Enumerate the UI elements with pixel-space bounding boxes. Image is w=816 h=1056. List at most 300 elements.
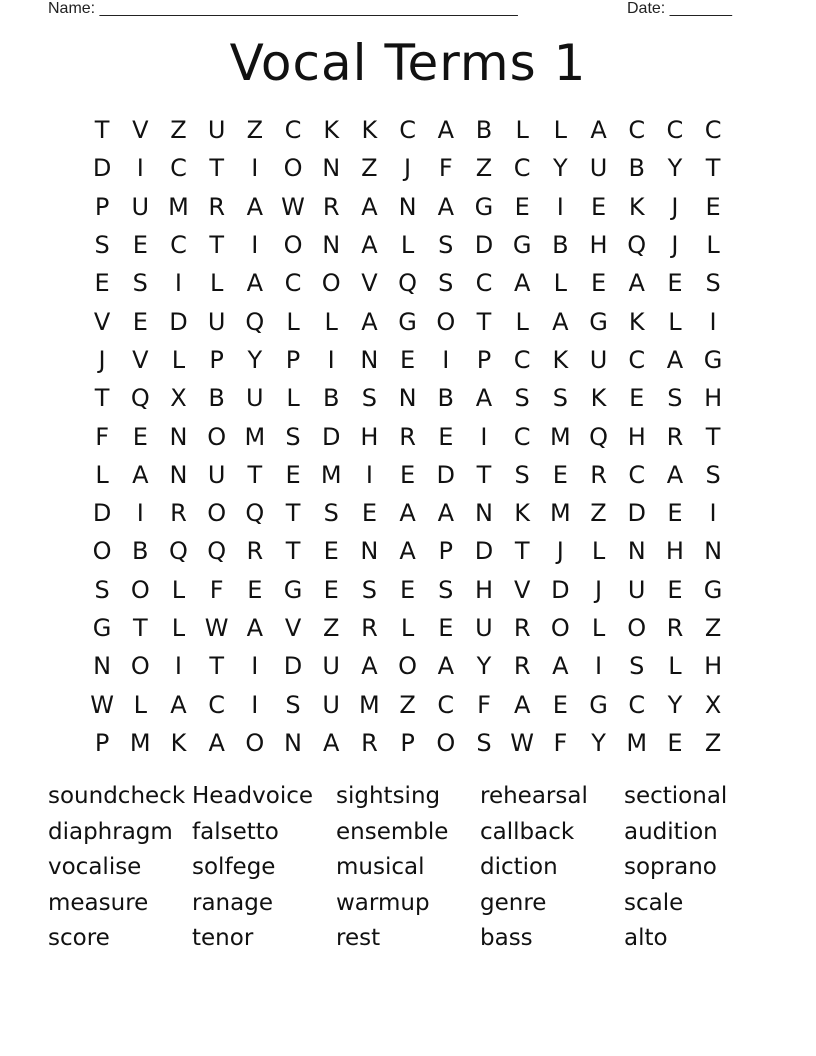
grid-letter[interactable]: F (438, 154, 453, 183)
grid-letter[interactable]: T (132, 614, 148, 642)
grid-letter[interactable]: K (323, 116, 340, 145)
grid-letter[interactable]: G (512, 231, 532, 260)
word-search-grid (83, 111, 731, 762)
grid-letter[interactable]: N (398, 384, 417, 413)
grid-letter[interactable]: C (475, 269, 493, 298)
grid-letter[interactable]: F (553, 728, 568, 757)
grid-letter[interactable]: E (590, 192, 607, 221)
grid-letter[interactable]: T (705, 154, 721, 183)
grid-letter[interactable]: O (283, 231, 303, 260)
grid-letter[interactable]: M (626, 728, 648, 757)
grid-letter[interactable]: Y (476, 652, 492, 681)
grid-letter[interactable]: N (322, 154, 341, 183)
grid-letter[interactable]: I (251, 690, 259, 719)
grid-letter[interactable]: O (627, 614, 647, 642)
grid-letter[interactable]: C (628, 690, 646, 719)
grid-letter[interactable]: R (208, 192, 225, 221)
grid-letter[interactable]: E (667, 728, 683, 757)
grid-letter[interactable]: L (706, 231, 720, 260)
grid-letter[interactable]: E (323, 537, 339, 566)
grid-letter[interactable]: E (514, 192, 530, 221)
grid-letter[interactable]: A (361, 652, 378, 681)
grid-letter[interactable]: A (552, 307, 569, 336)
grid-letter[interactable]: N (704, 537, 723, 566)
grid-letter[interactable]: L (171, 575, 186, 604)
grid-letter[interactable]: N (627, 537, 646, 566)
grid-letter[interactable]: U (475, 614, 493, 642)
grid-letter[interactable]: O (436, 307, 456, 336)
grid-letter[interactable]: L (515, 116, 529, 145)
grid-letter[interactable]: H (627, 422, 646, 451)
grid-letter[interactable]: I (251, 231, 259, 260)
grid-letter[interactable]: K (361, 116, 378, 145)
grid-letter[interactable]: Z (361, 154, 378, 183)
grid-letter[interactable]: J (594, 575, 603, 604)
grid-letter[interactable]: L (133, 690, 147, 719)
grid-letter[interactable]: S (438, 231, 454, 260)
grid-letter[interactable]: D (92, 154, 112, 183)
grid-letter[interactable]: F (477, 690, 491, 719)
grid-letter[interactable]: E (400, 460, 416, 489)
grid-letter[interactable]: U (246, 384, 264, 413)
grid-letter[interactable]: R (666, 422, 684, 451)
grid-letter[interactable]: L (209, 269, 224, 298)
grid-letter[interactable]: O (550, 614, 570, 642)
grid-letter[interactable]: G (589, 307, 608, 336)
grid-letter[interactable]: E (629, 384, 645, 413)
grid-letter[interactable]: F (209, 575, 224, 604)
grid-letter[interactable]: G (92, 614, 112, 642)
grid-letter[interactable]: O (92, 537, 112, 566)
grid-letter[interactable]: E (323, 575, 339, 604)
grid-letter[interactable]: I (442, 345, 450, 374)
grid-letter[interactable]: Y (667, 690, 683, 719)
grid-letter[interactable]: B (552, 231, 569, 260)
grid-letter[interactable]: O (130, 575, 150, 604)
word-list-item: Headvoice (192, 783, 314, 809)
grid-letter[interactable]: B (628, 154, 645, 183)
grid-letter[interactable]: H (589, 231, 608, 260)
grid-letter[interactable]: S (552, 384, 568, 413)
grid-letter[interactable]: J (671, 192, 679, 221)
grid-letter[interactable]: S (361, 384, 378, 413)
grid-letter[interactable]: H (704, 652, 723, 681)
word-list-item: score (48, 925, 110, 951)
grid-letter[interactable]: L (400, 614, 415, 642)
grid-letter[interactable]: N (360, 345, 379, 374)
grid-letter[interactable]: S (629, 652, 645, 681)
grid-letter[interactable]: Q (627, 231, 647, 260)
grid-letter[interactable]: O (398, 652, 418, 681)
grid-letter[interactable]: O (283, 154, 303, 183)
grid-letter[interactable]: P (285, 345, 301, 374)
grid-letter[interactable]: Y (553, 154, 568, 183)
grid-letter[interactable]: I (136, 499, 144, 528)
grid-letter[interactable]: S (667, 384, 683, 413)
date-field-label[interactable]: Date: _______ (627, 0, 732, 17)
grid-letter[interactable]: I (136, 154, 144, 183)
grid-letter[interactable]: D (474, 231, 494, 260)
grid-letter[interactable]: I (174, 269, 182, 298)
grid-letter[interactable]: J (556, 537, 564, 566)
grid-letter[interactable]: L (171, 345, 186, 374)
grid-letter[interactable]: S (705, 269, 721, 298)
grid-letter[interactable]: L (553, 116, 568, 145)
grid-letter[interactable]: C (284, 116, 302, 145)
grid-letter[interactable]: I (556, 192, 564, 221)
grid-letter[interactable]: C (666, 116, 684, 145)
grid-letter[interactable]: T (476, 460, 492, 489)
grid-letter[interactable]: C (628, 460, 646, 489)
grid-letter[interactable]: E (552, 690, 568, 719)
grid-letter[interactable]: M (129, 728, 151, 757)
grid-letter[interactable]: N (474, 499, 493, 528)
name-field-label[interactable]: Name: _______________________________________________ (48, 0, 518, 17)
grid-letter[interactable]: A (246, 192, 264, 221)
grid-letter[interactable]: R (590, 460, 607, 489)
grid-letter[interactable]: T (247, 460, 263, 489)
grid-letter[interactable]: S (285, 690, 301, 719)
grid-letter[interactable]: O (436, 728, 456, 757)
grid-letter[interactable]: O (130, 652, 150, 681)
grid-letter[interactable]: K (170, 728, 187, 757)
grid-letter[interactable]: E (132, 231, 148, 260)
grid-letter[interactable]: N (169, 460, 188, 489)
grid-letter[interactable]: A (437, 192, 454, 221)
grid-letter[interactable]: A (552, 652, 569, 681)
grid-letter[interactable]: T (94, 116, 110, 145)
grid-letter[interactable]: V (132, 345, 149, 374)
grid-letter[interactable]: C (437, 690, 455, 719)
grid-letter[interactable]: S (438, 575, 454, 604)
grid-letter[interactable]: O (207, 422, 227, 451)
grid-letter[interactable]: A (437, 499, 454, 528)
grid-letter[interactable]: S (438, 269, 454, 298)
grid-letter[interactable]: V (361, 269, 378, 298)
grid-letter[interactable]: G (283, 575, 303, 604)
grid-letter[interactable]: K (552, 345, 569, 374)
grid-letter[interactable]: C (513, 345, 531, 374)
grid-letter[interactable]: N (360, 537, 379, 566)
grid-letter[interactable]: E (247, 575, 263, 604)
grid-letter[interactable]: B (132, 537, 149, 566)
grid-letter[interactable]: G (589, 690, 608, 719)
grid-letter[interactable]: D (436, 460, 456, 489)
grid-letter[interactable]: A (399, 537, 416, 566)
grid-letter[interactable]: V (132, 116, 149, 145)
grid-letter[interactable]: U (322, 652, 340, 681)
grid-letter[interactable]: Y (591, 728, 606, 757)
grid-letter[interactable]: P (476, 345, 492, 374)
grid-letter[interactable]: L (553, 269, 568, 298)
grid-letter[interactable]: S (705, 460, 721, 489)
grid-letter[interactable]: K (628, 192, 645, 221)
grid-letter[interactable]: E (132, 307, 148, 336)
grid-letter[interactable]: I (709, 307, 717, 336)
grid-letter[interactable]: A (475, 384, 493, 413)
grid-letter[interactable]: R (322, 192, 340, 221)
grid-letter[interactable]: P (209, 345, 224, 374)
grid-letter[interactable]: E (438, 614, 454, 642)
grid-letter[interactable]: I (709, 499, 717, 528)
grid-letter[interactable]: A (361, 192, 378, 221)
grid-letter[interactable]: Q (130, 384, 150, 413)
grid-letter[interactable]: C (170, 154, 187, 183)
grid-letter[interactable]: R (170, 499, 187, 528)
grid-letter[interactable]: E (590, 269, 607, 298)
grid-letter[interactable]: A (437, 652, 454, 681)
grid-letter[interactable]: T (285, 537, 301, 566)
grid-letter[interactable]: M (549, 499, 571, 528)
grid-letter[interactable]: E (552, 460, 568, 489)
grid-letter[interactable]: A (666, 345, 684, 374)
grid-letter[interactable]: N (169, 422, 188, 451)
grid-letter[interactable]: Z (399, 690, 416, 719)
grid-letter[interactable]: K (590, 384, 607, 413)
grid-letter[interactable]: G (474, 192, 494, 221)
grid-letter[interactable]: C (170, 231, 187, 260)
grid-letter[interactable]: L (668, 307, 682, 336)
grid-letter[interactable]: R (513, 614, 531, 642)
grid-letter[interactable]: U (131, 192, 150, 221)
grid-letter[interactable]: J (98, 345, 106, 374)
grid-letter[interactable]: A (246, 269, 264, 298)
grid-letter[interactable]: Q (169, 537, 188, 566)
grid-letter[interactable]: Z (590, 499, 607, 528)
grid-letter[interactable]: C (513, 422, 531, 451)
word-list-item: sectional (624, 783, 728, 809)
grid-letter[interactable]: M (359, 690, 380, 719)
grid-letter[interactable]: A (361, 231, 378, 260)
grid-letter[interactable]: V (284, 614, 302, 642)
grid-letter[interactable]: E (667, 499, 683, 528)
grid-letter[interactable]: Q (398, 269, 418, 298)
grid-letter[interactable]: R (361, 728, 378, 757)
grid-letter[interactable]: W (90, 690, 114, 719)
grid-letter[interactable]: I (174, 652, 182, 681)
grid-letter[interactable]: S (514, 460, 530, 489)
grid-letter[interactable]: R (246, 537, 264, 566)
grid-letter[interactable]: U (589, 154, 608, 183)
grid-letter[interactable]: Z (322, 614, 340, 642)
grid-letter[interactable]: E (361, 499, 377, 528)
grid-letter[interactable]: C (628, 345, 646, 374)
grid-letter[interactable]: A (323, 728, 340, 757)
grid-letter[interactable]: L (286, 307, 300, 336)
grid-letter[interactable]: T (209, 652, 224, 681)
grid-letter[interactable]: T (476, 307, 492, 336)
grid-letter[interactable]: E (667, 269, 683, 298)
grid-letter[interactable]: A (628, 269, 645, 298)
grid-letter[interactable]: A (590, 116, 607, 145)
grid-letter[interactable]: S (476, 728, 492, 757)
grid-letter[interactable]: T (285, 499, 301, 528)
grid-letter[interactable]: Q (589, 422, 608, 451)
grid-letter[interactable]: C (513, 154, 531, 183)
grid-letter[interactable]: E (400, 575, 416, 604)
grid-letter[interactable]: J (404, 154, 412, 183)
grid-letter[interactable]: U (589, 345, 608, 374)
grid-letter[interactable]: L (95, 460, 109, 489)
grid-letter[interactable]: O (245, 728, 265, 757)
grid-letter[interactable]: J (671, 231, 679, 260)
grid-letter[interactable]: Y (667, 154, 683, 183)
grid-letter[interactable]: Z (246, 116, 264, 145)
grid-letter[interactable]: F (95, 422, 109, 451)
grid-letter[interactable]: A (513, 690, 531, 719)
grid-letter[interactable]: B (437, 384, 455, 413)
grid-letter[interactable]: C (284, 269, 302, 298)
grid-letter[interactable]: U (322, 690, 340, 719)
grid-letter[interactable]: Q (207, 537, 227, 566)
grid-letter[interactable]: E (285, 460, 301, 489)
grid-letter[interactable]: H (360, 422, 379, 451)
grid-letter[interactable]: A (399, 499, 416, 528)
grid-letter[interactable]: Z (170, 116, 187, 145)
grid-letter[interactable]: U (207, 460, 226, 489)
grid-letter[interactable]: T (705, 422, 721, 451)
grid-letter[interactable]: E (94, 269, 110, 298)
grid-letter[interactable]: A (208, 728, 225, 757)
grid-letter[interactable]: B (475, 116, 493, 145)
grid-letter[interactable]: P (94, 192, 110, 221)
grid-letter[interactable]: K (514, 499, 531, 528)
grid-letter[interactable]: N (398, 192, 417, 221)
grid-letter[interactable]: N (93, 652, 112, 681)
word-list-item: solfege (192, 854, 276, 880)
grid-letter[interactable]: A (246, 614, 264, 642)
grid-letter[interactable]: D (169, 307, 188, 336)
word-list-item: falsetto (192, 818, 279, 845)
grid-letter[interactable]: M (244, 422, 266, 451)
grid-letter[interactable]: X (170, 384, 187, 413)
grid-letter[interactable]: S (323, 499, 339, 528)
grid-letter[interactable]: X (704, 690, 722, 719)
grid-letter[interactable]: T (209, 154, 224, 183)
grid-letter[interactable]: K (628, 307, 645, 336)
grid-letter[interactable]: L (286, 384, 300, 413)
grid-letter[interactable]: L (515, 307, 529, 336)
grid-letter[interactable]: B (322, 384, 340, 413)
grid-letter[interactable]: R (666, 614, 684, 642)
grid-letter[interactable]: I (480, 422, 488, 451)
grid-letter[interactable]: E (400, 345, 416, 374)
grid-letter[interactable]: Z (475, 154, 493, 183)
grid-letter[interactable]: A (666, 460, 684, 489)
grid-letter[interactable]: E (132, 422, 148, 451)
grid-letter[interactable]: N (284, 728, 302, 757)
grid-letter[interactable]: R (399, 422, 416, 451)
grid-letter[interactable]: Z (704, 728, 722, 757)
grid-letter[interactable]: H (474, 575, 493, 604)
grid-letter[interactable]: D (627, 499, 646, 528)
grid-letter[interactable]: D (92, 499, 112, 528)
grid-letter[interactable]: P (400, 728, 415, 757)
grid-letter[interactable]: H (704, 384, 723, 413)
grid-letter[interactable]: C (399, 116, 416, 145)
grid-letter[interactable]: Z (704, 614, 722, 642)
grid-letter[interactable]: S (94, 231, 110, 260)
grid-letter[interactable]: C (208, 690, 226, 719)
grid-letter[interactable]: S (514, 384, 530, 413)
grid-letter[interactable]: W (510, 728, 535, 757)
grid-letter[interactable]: R (513, 652, 531, 681)
grid-letter[interactable]: E (705, 192, 721, 221)
grid-letter[interactable]: O (207, 499, 227, 528)
grid-letter[interactable]: I (251, 154, 259, 183)
grid-letter[interactable]: D (321, 422, 341, 451)
grid-letter[interactable]: M (168, 192, 189, 221)
grid-letter[interactable]: D (551, 575, 570, 604)
grid-letter[interactable]: I (594, 652, 603, 681)
grid-letter[interactable]: A (170, 690, 187, 719)
grid-letter[interactable]: R (361, 614, 378, 642)
grid-letter[interactable]: O (321, 269, 341, 298)
grid-letter[interactable]: W (204, 614, 229, 642)
grid-letter[interactable]: T (94, 384, 110, 413)
word-list-item: bass (480, 925, 533, 951)
grid-letter[interactable]: Q (245, 499, 265, 528)
grid-letter[interactable]: S (285, 422, 301, 451)
grid-letter[interactable]: T (209, 231, 224, 260)
grid-letter[interactable]: E (667, 575, 683, 604)
grid-letter[interactable]: A (437, 116, 454, 145)
grid-letter[interactable]: S (94, 575, 110, 604)
grid-letter[interactable]: L (668, 652, 682, 681)
grid-letter[interactable]: L (324, 307, 338, 336)
grid-letter[interactable]: S (132, 269, 148, 298)
grid-letter[interactable]: Y (247, 345, 263, 374)
grid-letter[interactable]: V (513, 575, 531, 604)
grid-letter[interactable]: U (207, 116, 226, 145)
grid-letter[interactable]: C (628, 116, 646, 145)
grid-letter[interactable]: W (281, 192, 305, 221)
grid-letter[interactable]: Q (245, 307, 265, 336)
grid-letter[interactable]: H (665, 537, 684, 566)
grid-letter[interactable]: V (93, 307, 111, 336)
grid-letter[interactable]: I (251, 652, 259, 681)
grid-letter[interactable]: E (438, 422, 454, 451)
grid-letter[interactable]: M (549, 422, 571, 451)
grid-letter[interactable]: D (474, 537, 494, 566)
grid-letter[interactable]: L (171, 614, 186, 642)
grid-letter[interactable]: U (207, 307, 226, 336)
grid-letter[interactable]: B (208, 384, 225, 413)
grid-letter[interactable]: C (704, 116, 722, 145)
grid-letter[interactable]: A (132, 460, 149, 489)
word-list-item: diaphragm (48, 818, 173, 845)
grid-letter[interactable]: U (627, 575, 646, 604)
grid-letter[interactable]: G (703, 345, 723, 374)
grid-letter[interactable]: G (703, 575, 723, 604)
grid-letter[interactable]: A (513, 269, 531, 298)
grid-letter[interactable]: G (398, 307, 417, 336)
grid-letter[interactable]: L (400, 231, 415, 260)
word-list-item: musical (336, 854, 425, 880)
grid-letter[interactable]: A (361, 307, 378, 336)
grid-letter[interactable]: M (320, 460, 342, 489)
grid-letter[interactable]: P (438, 537, 454, 566)
grid-letter[interactable]: D (283, 652, 303, 681)
grid-letter[interactable]: P (94, 728, 110, 757)
grid-letter[interactable]: T (514, 537, 530, 566)
grid-letter[interactable]: I (365, 460, 373, 489)
grid-letter[interactable]: S (361, 575, 378, 604)
grid-letter[interactable]: L (591, 614, 606, 642)
grid-letter[interactable]: L (591, 537, 606, 566)
grid-letter[interactable]: N (322, 231, 341, 260)
grid-letter[interactable]: I (327, 345, 335, 374)
